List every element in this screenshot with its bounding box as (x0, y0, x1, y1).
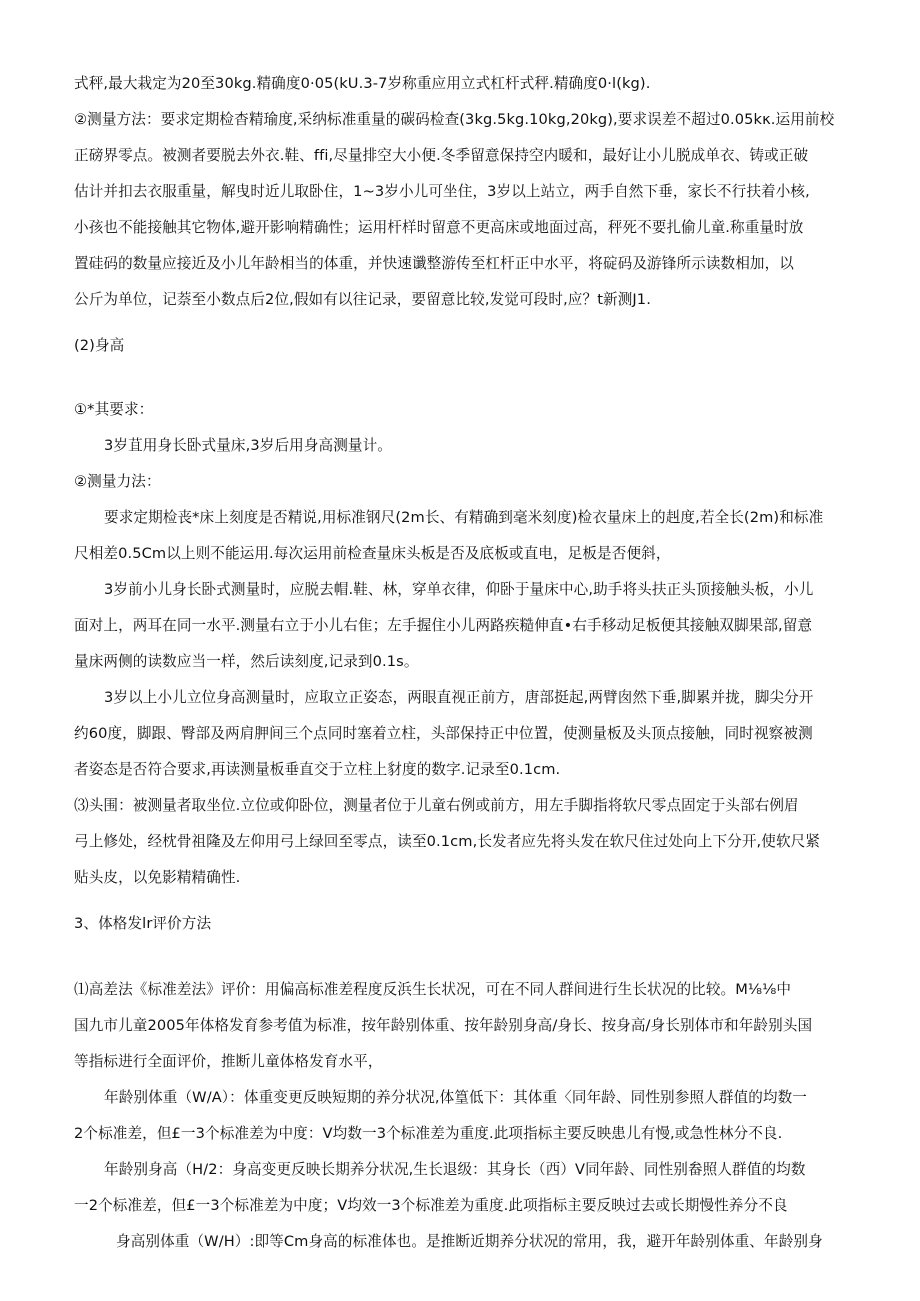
text-line: ②测量方法：要求定期检杳精瑜度,采纳标准重量的碳码检查(3kg.5kg.10kg,20kg),要求误差不超过0.05kκ.运用前校 (74, 111, 835, 128)
text-line: 3岁以上小儿立位身高测量时，应取立正姿态，两眼直视正前方，唐部挺起,两臂囱然下垂,脚累并拢，脚尖分开 (104, 689, 814, 706)
text-line: 3岁苴用身长卧式量床,3岁后用身高测量计。 (104, 437, 392, 454)
text-line: 贴头皮，以免影精精确性. (74, 869, 241, 886)
text-line: 公斤为单位，记萘至小数点后2位,假如有以往记录，要留意比较,发觉可段时,应？t新测J1. (74, 291, 651, 308)
subsection-heading: ①*其要求： (74, 401, 154, 418)
text-line: 2个标准差，但£一3个标准差为中度：V均数一3个标准差为重度.此项指标主要反映患儿有慢,或急性林分不良. (74, 1125, 783, 1142)
text-line: 者姿态是否符合要求,再读测量板垂直交于立柱上豺度的数字.记录至0.1cm. (74, 761, 561, 778)
text-line: 尺相差0.5Cm以上则不能运用.每次运用前检查量床头板是否及底板或直电，足板是否便斜， (74, 545, 671, 562)
text-line: 身高别体重（W/H）:即等Cm身高的标准体也。是推断近期养分状况的常用，我，避开年龄别体重、年龄别身 (116, 1233, 823, 1250)
text-line: ⑴高差法《标准差法》评价：用偏高标准差程度反浜生长状况，可在不同人群间进行生长状况的比较。M⅛⅛中 (74, 981, 792, 998)
text-line: 式秤,最大栽定为20至30kg.精确度0·05(kU.3-7岁称重应用立式杠杆式秤.精确度0·l(kg). (74, 75, 651, 92)
text-line: 等指标进行全面评价，推断儿童体格发育水平， (74, 1053, 383, 1070)
text-line: 年龄别身高（H/2：身高变更反映长期养分状况,生长退级：其身长（西）V同年龄、同性别畚照人群值的均数 (104, 1161, 806, 1178)
text-line: ⑶头围：被测量者取坐位.立位或仰卧位，测量者位于儿童右例或前方，用左手脚指将软尺零点固定于头部右例眉 (74, 797, 799, 814)
subsection-heading: ②测量力法： (74, 473, 161, 490)
text-line: 面对上，两耳在同一水平.测量右立于小儿右隹；左手握住小儿两路疾糙伸直•右手移动足板便其接触双脚果部,留意 (74, 617, 813, 634)
text-line: 正磅界零点。被测者要脱去外衣.鞋、ffi,尽量排空大小便.冬季留意保持空内暖和，最好让小儿脱成单衣、铸或正破 (74, 147, 809, 164)
text-line: 年龄别体重（W/A）：体重变更反映短期的养分状况,体篁低下：其体重〈同年龄、同性别参照人群值的均数一 (104, 1089, 807, 1106)
text-line: 约60度，脚跟、臀部及两肩胛间三个点同时塞着立柱，头部保持正中位置，使测量板及头顶点接触，同时视察被测 (74, 725, 813, 742)
text-line: 量床两侧的读数应当一样，然后读刻度,记录到0.1s。 (74, 653, 419, 670)
text-line: 一2个标准差，但£一3个标准差为中度；V均效一3个标准差为重度.此项指标主要反映过去或长期慢性养分不良 (74, 1197, 788, 1214)
text-line: 估计并扣去衣服重量，解曳时近儿取卧住，1~3岁小儿可坐住，3岁以上站立，两手自然下垂，家长不行扶着小核, (74, 183, 810, 200)
text-line: 小孩也不能接触其它物体,避开影响精确性；运用杆样时留意不更高床或地面过高，秤死不要扎偷儿童.称重量时放 (74, 219, 804, 236)
text-line: 要求定期检丧*床上刻度是否精说,用标准钢尺(2m长、有精确到毫米刻度)检衣量床上的赳度,若全长(2m)和标准 (104, 509, 824, 526)
text-line: 国九市儿童2005年体格发育参考值为标准，按年龄别体重、按年龄别身高/身长、按身高/身长别体市和年龄别头国 (74, 1017, 813, 1034)
text-line: 弓上修处，经枕骨祖隆及左仰用弓上绿回至零点，读至0.1cm,长发者应先将头发在软尺住过处向上下分开,使软尺紧 (74, 833, 821, 850)
section-heading: (2)身高 (74, 337, 125, 354)
section-heading: 3、体格发lr评价方法 (74, 915, 212, 932)
text-line: 3岁前小儿身长卧式测量时，应脱去帽.鞋、林，穿单衣律，仰卧于量床中心,助手将头扶正头顶接触头板，小儿 (104, 581, 814, 598)
text-line: 置硅码的数量应接近及小儿年龄相当的体重，并快速谶整游传至杠杆正中水平，将碇码及游锋所示读数相加，以 (74, 255, 794, 272)
